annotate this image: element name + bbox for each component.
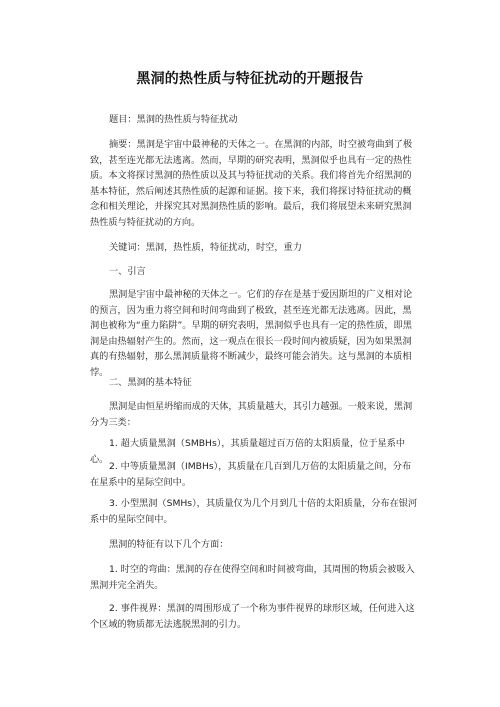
keywords-line: 关键词：黑洞，热性质，特征扰动，时空，重力 (109, 242, 302, 253)
section-1-body: 黑洞是宇宙中最神秘的天体之一。它们的存在是基于爱因斯坦的广义相对论的预言，因为重力将空间和时间弯曲到了极致，甚至连光都无法逃离。因此，黑洞也被称为“重力陷阱”。早期的研究表明，黑洞似乎也具有一定的热性质，即黑洞是由热辐射产生的。然而，这一观点在很长一段时间内被质疑，因为如果黑洞真的有热辐射，那么黑洞质量将不断减少，最终可能会消失。这与黑洞的本质相悖。 (90, 289, 413, 378)
features-intro: 黑洞的特征有以下几个方面： (109, 539, 229, 550)
feature-item-2: 2. 事件视界：黑洞的周围形成了一个称为事件视界的球形区域，任何进入这个区域的物质都无法逃脱黑洞的引力。 (90, 603, 415, 630)
section-2-intro: 黑洞是由恒星坍缩而成的天体，其质量越大，其引力越强。一般来说，黑洞分为三类： (90, 401, 413, 428)
abstract-paragraph: 摘要：黑洞是宇宙中最神秘的天体之一。在黑洞的内部，时空被弯曲到了极致，甚至连光都无法逃离。然而，早期的研究表明，黑洞似乎也具有一定的热性质。本文将探讨黑洞的热性质以及其与特征扰动的关系。我们将首先介绍黑洞的基本特征，然后阐述其热性质的起源和证据。接下来，我们将探讨特征扰动的概念和相关理论，并探究其对黑洞热性质的影响。最后，我们将展望未来研究黑洞热性质与特征扰动的方向。 (90, 139, 413, 228)
type-item-3: 3. 小型黑洞（SMHs），其质量仅为几个月到几十倍的太阳质量，分布在银河系中的星际空间中。 (90, 498, 418, 525)
type-item-1: 1. 超大质量黑洞（SMBHs），其质量超过百万倍的太阳质量，位于星系中心。 (90, 438, 406, 465)
feature-item-1: 1. 时空的弯曲：黑洞的存在使得空间和时间被弯曲，其周围的物质会被吸入黑洞并完全消失。 (90, 564, 415, 591)
section-1-heading: 一、引言 (109, 266, 146, 277)
topic-line: 题目：黑洞的热性质与特征扰动 (109, 114, 238, 125)
document-title: 黑洞的热性质与特征扰动的开题报告 (136, 71, 364, 87)
type-item-2: 2. 中等质量黑洞（IMBHs），其质量在几百到几万倍的太阳质量之间，分布在星系中的星际空间中。 (90, 461, 412, 488)
section-2-heading: 二、黑洞的基本特征 (109, 377, 192, 388)
